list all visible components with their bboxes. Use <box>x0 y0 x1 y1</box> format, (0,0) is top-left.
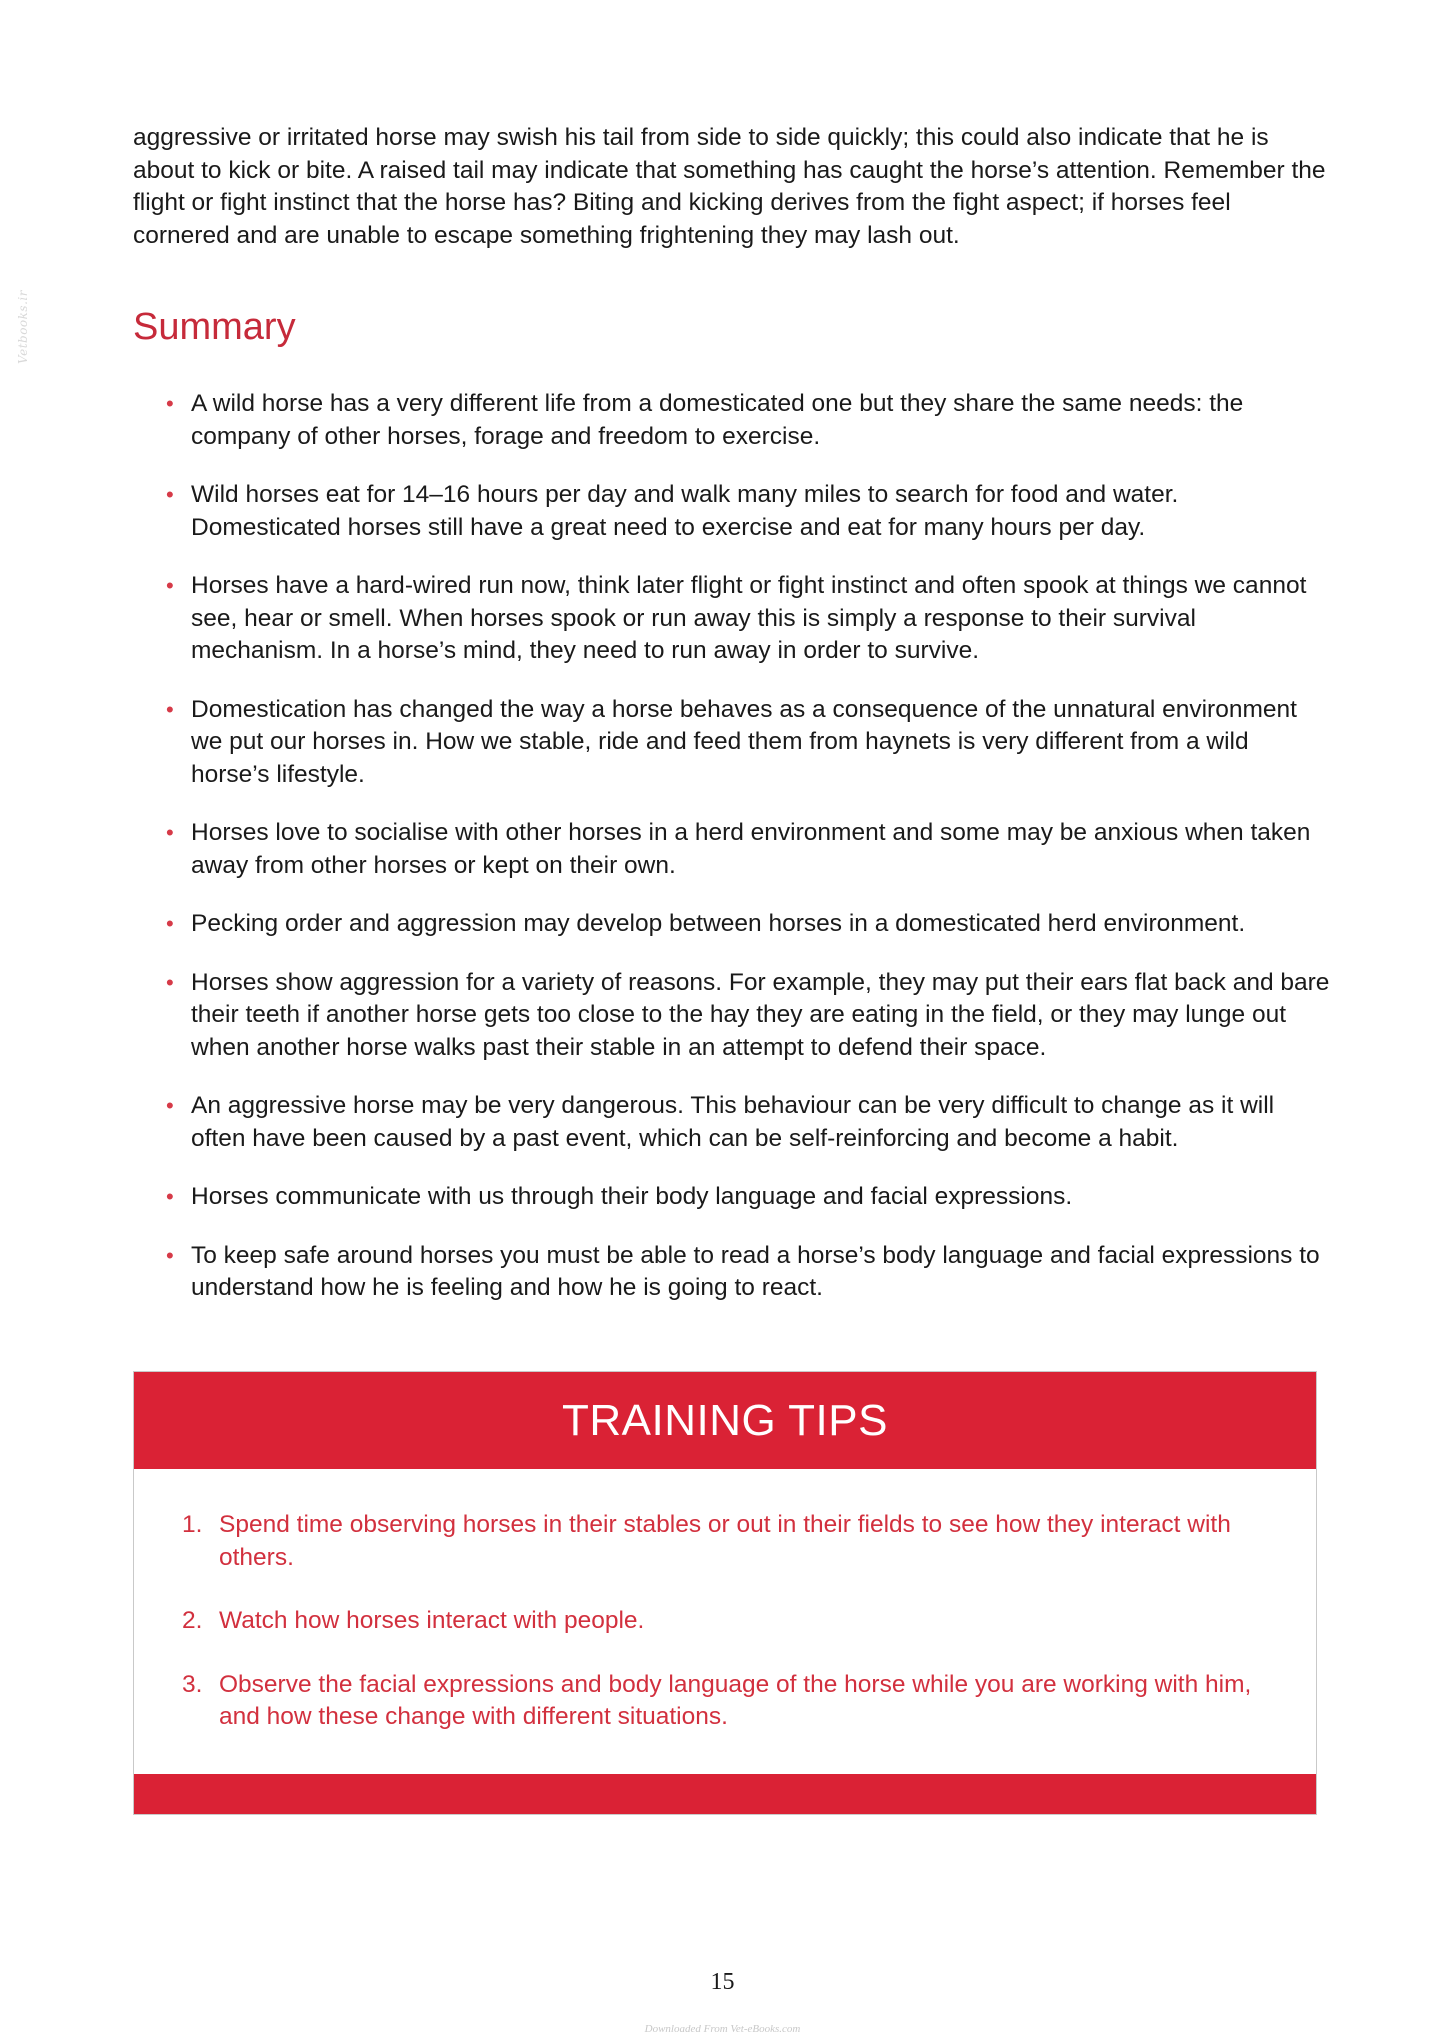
list-item-text: Wild horses eat for 14–16 hours per day and walk many miles to search for food and water. Domesticated horses still have a great need to exercise and eat for many hours per day. <box>191 481 1179 541</box>
list-item <box>133 479 1333 544</box>
bullet-icon: • <box>166 969 174 995</box>
tip-number: 3. <box>182 1670 203 1698</box>
list-item-text: Domestication has changed the way a horse behaves as a consequence of the unnatural environment we put our horses in. How we stable, ride and feed them from haynets is very different from a wild horse’s lifestyle. <box>191 695 1297 788</box>
tip-item <box>182 1509 1282 1574</box>
list-item <box>133 967 1333 1065</box>
list-item-text: Horses communicate with us through their body language and facial expressions. <box>191 1183 1073 1210</box>
list-item <box>133 1090 1333 1155</box>
list-item-text: Horses show aggression for a variety of reasons. For example, they may put their ears flat back and bare their teeth if another horse gets too close to the hay they are eating in the field, or they may lunge out when another horse walks past their stable in an attempt to defend their space. <box>191 968 1330 1061</box>
bullet-icon: • <box>166 696 174 722</box>
list-item-text: An aggressive horse may be very dangerous. This behaviour can be very difficult to change as it will often have been caused by a past event, which can be self-reinforcing and become a habit. <box>191 1092 1275 1152</box>
intro-paragraph: aggressive or irritated horse may swish his tail from side to side quickly; this could also indicate that he is about to kick or bite. A raised tail may indicate that something has caught the horse’s attention. Remember the flight or fight instinct that the horse has? Biting and kicking derives from the fight aspect; if horses feel cornered and are unable to escape something frightening they may lash out. <box>133 124 1326 249</box>
bullet-icon: • <box>166 1242 174 1268</box>
training-tips-header <box>134 1372 1316 1469</box>
tip-text: Watch how horses interact with people. <box>219 1607 645 1634</box>
bullet-icon: • <box>166 482 174 507</box>
tip-item <box>182 1605 1282 1638</box>
bullet-icon: • <box>166 1093 174 1118</box>
side-watermark: Vetbooks.ir <box>15 290 30 364</box>
bullet-icon: • <box>166 1184 174 1209</box>
list-item-text: To keep safe around horses you must be able to read a horse’s body language and facial expressions to understand how he is feeling and how he is going to react. <box>191 1241 1320 1301</box>
tip-number: 1. <box>182 1511 203 1538</box>
list-item-text: Pecking order and aggression may develop between horses in a domesticated herd environment. <box>191 910 1246 937</box>
bullet-icon: • <box>166 820 174 845</box>
list-item <box>133 388 1333 453</box>
page-number: 15 <box>710 1969 735 1995</box>
bullet-icon: • <box>166 911 174 936</box>
tip-item <box>182 1669 1282 1734</box>
list-item-text: Horses love to socialise with other horses in a herd environment and some may be anxious when taken away from other horses or kept on their own. <box>191 819 1311 879</box>
list-item <box>133 1240 1333 1305</box>
training-tips-box <box>133 1371 1317 1815</box>
training-tips-title: TRAINING TIPS <box>562 1395 888 1445</box>
bullet-icon: • <box>166 391 174 416</box>
list-item <box>133 817 1333 882</box>
tip-text: Spend time observing horses in their stables or out in their fields to see how they interact with others. <box>219 1511 1231 1571</box>
tip-number: 2. <box>182 1607 203 1634</box>
training-tips-footer-bar <box>134 1774 1316 1814</box>
list-item-text: Horses have a hard-wired run now, think later flight or fight instinct and often spook at things we cannot see, hear or smell. When horses spook or run away this is simply a response to their survival mechanism. In a horse’s mind, they need to run away in order to survive. <box>191 572 1307 664</box>
training-tips-list <box>182 1509 1282 1765</box>
tip-text: Observe the facial expressions and body language of the horse while you are working with him, and how these change with different situations. <box>219 1670 1252 1730</box>
list-item <box>133 908 1333 941</box>
bullet-icon: • <box>166 573 174 598</box>
footer-watermark: Downloaded From Vet-eBooks.com <box>644 2023 801 2035</box>
list-item <box>133 694 1333 792</box>
summary-list <box>133 388 1333 1331</box>
list-item <box>133 570 1333 668</box>
list-item <box>133 1181 1333 1214</box>
list-item-text: A wild horse has a very different life from a domesticated one but they share the same needs: the company of other horses, forage and freedom to exercise. <box>191 390 1244 450</box>
summary-heading: Summary <box>133 306 296 348</box>
